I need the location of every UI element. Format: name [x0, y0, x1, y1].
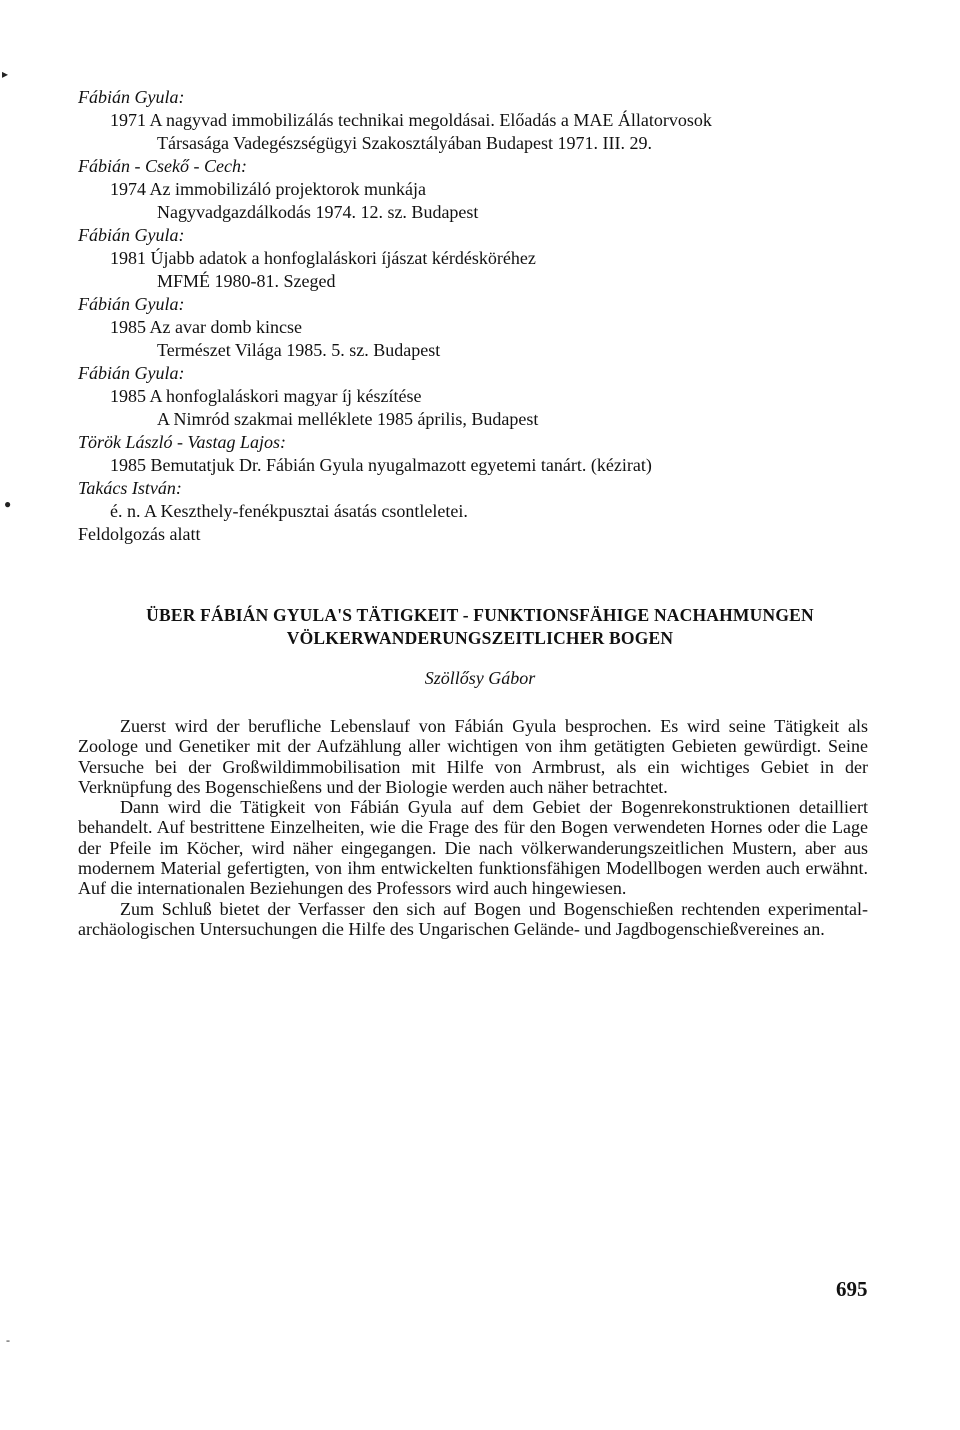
reference-line: 1971 A nagyvad immobilizálás technikai megoldásai. Előadás a MAE Állatorvosok [110, 110, 712, 130]
reference-item [78, 293, 908, 362]
reference-author: Fábián Gyula: [78, 363, 185, 383]
reference-entry [78, 247, 908, 293]
summary-title-line: VÖLKERWANDERUNGSZEITLICHER BOGEN [286, 628, 674, 648]
reference-line: 1981 Újabb adatok a honfoglaláskori íjászat kérdésköréhez [110, 248, 536, 268]
reference-line: A Nimród szakmai melléklete 1985 április, Budapest [157, 409, 539, 429]
reference-author: Fábián - Csekő - Cech: [78, 156, 247, 176]
reference-line: 1985 Az avar domb kincse [110, 317, 302, 337]
reference-line: Feldolgozás alatt [78, 524, 201, 544]
reference-item [78, 86, 908, 155]
reference-author: Fábián Gyula: [78, 225, 185, 245]
summary-body [78, 716, 868, 939]
reference-list [78, 86, 908, 546]
reference-line: é. n. A Keszthely-fenékpusztai ásatás csontleletei. [110, 501, 468, 521]
reference-item [78, 362, 908, 431]
reference-item [78, 155, 908, 224]
scan-arrow-mark: ▸ [2, 67, 9, 81]
reference-line: 1985 Bemutatjuk Dr. Fábián Gyula nyugalmazott egyetemi tanárt. (kézirat) [110, 455, 652, 475]
reference-entry [78, 454, 908, 477]
summary-paragraph: Zum Schluß bietet der Verfasser den sich auf Bogen und Bogenschießen rechtenden experimental-archäologischen Untersuchungen die Hilfe des Ungarischen Gelände- und Jagdbogenschießvereines an. [78, 898, 868, 939]
scan-dot-mark: ● [4, 497, 12, 511]
summary-paragraph: Dann wird die Tätigkeit von Fábián Gyula auf dem Gebiet der Bogenrekonstruktionen detailliert behandelt. Auf bestrittene Einzelheiten, wie die Frage des für den Bogen verwendeten Hornes oder die Lage der Pfeile im Köcher, wird näher eingegangen. Die nach völkerwanderungszeitlichen Mustern, aber aus modernem Material gefertigten, von ihm entwickelten funktionsfähigen Modellbogen werden auch erwähnt. Auf die internationalen Beziehungen des Professors wird auch hingewiesen. [78, 797, 868, 899]
reference-line: Természet Világa 1985. 5. sz. Budapest [157, 340, 441, 360]
reference-line: MFMÉ 1980-81. Szeged [157, 271, 336, 291]
reference-line: Nagyvadgazdálkodás 1974. 12. sz. Budapest [157, 202, 479, 222]
scan-tick-mark: - [6, 1333, 10, 1347]
summary-title-line: ÜBER FÁBIÁN GYULA'S TÄTIGKEIT - FUNKTIONSFÄHIGE NACHAHMUNGEN [146, 605, 814, 625]
reference-entry [78, 178, 908, 224]
reference-entry [78, 385, 908, 431]
reference-line: 1985 A honfoglaláskori magyar íj készítése [110, 386, 422, 406]
page-number: 695 [836, 1277, 868, 1301]
reference-line: 1974 Az immobilizáló projektorok munkája [110, 179, 426, 199]
summary-title [60, 604, 900, 650]
reference-item [78, 224, 908, 293]
reference-entry [78, 316, 908, 362]
reference-item [78, 477, 908, 546]
summary-author: Szöllősy Gábor [424, 668, 536, 688]
reference-line: Társasága Vadegészségügyi Szakosztályában Budapest 1971. III. 29. [157, 133, 653, 153]
summary-paragraph: Zuerst wird der berufliche Lebenslauf von Fábián Gyula besprochen. Es wird seine Tätigkeit als Zoologe und Genetiker mit der Aufzählung aller wichtigen von ihm getätigten Gebieten gewürdigt. Seine Versuche bei der Großwildimmobilisation mit Hilfe von Armbrust, als ein wichtiges Gebiet in der Verknüpfung des Bogenschießens und der Biologie werden auch näher betrachtet. [78, 716, 868, 797]
reference-author: Fábián Gyula: [78, 87, 185, 107]
reference-author: Török László - Vastag Lajos: [78, 432, 287, 452]
reference-author: Takács István: [78, 478, 182, 498]
reference-entry [78, 500, 908, 546]
reference-item [78, 431, 908, 477]
reference-author: Fábián Gyula: [78, 294, 185, 314]
reference-entry [78, 109, 908, 155]
